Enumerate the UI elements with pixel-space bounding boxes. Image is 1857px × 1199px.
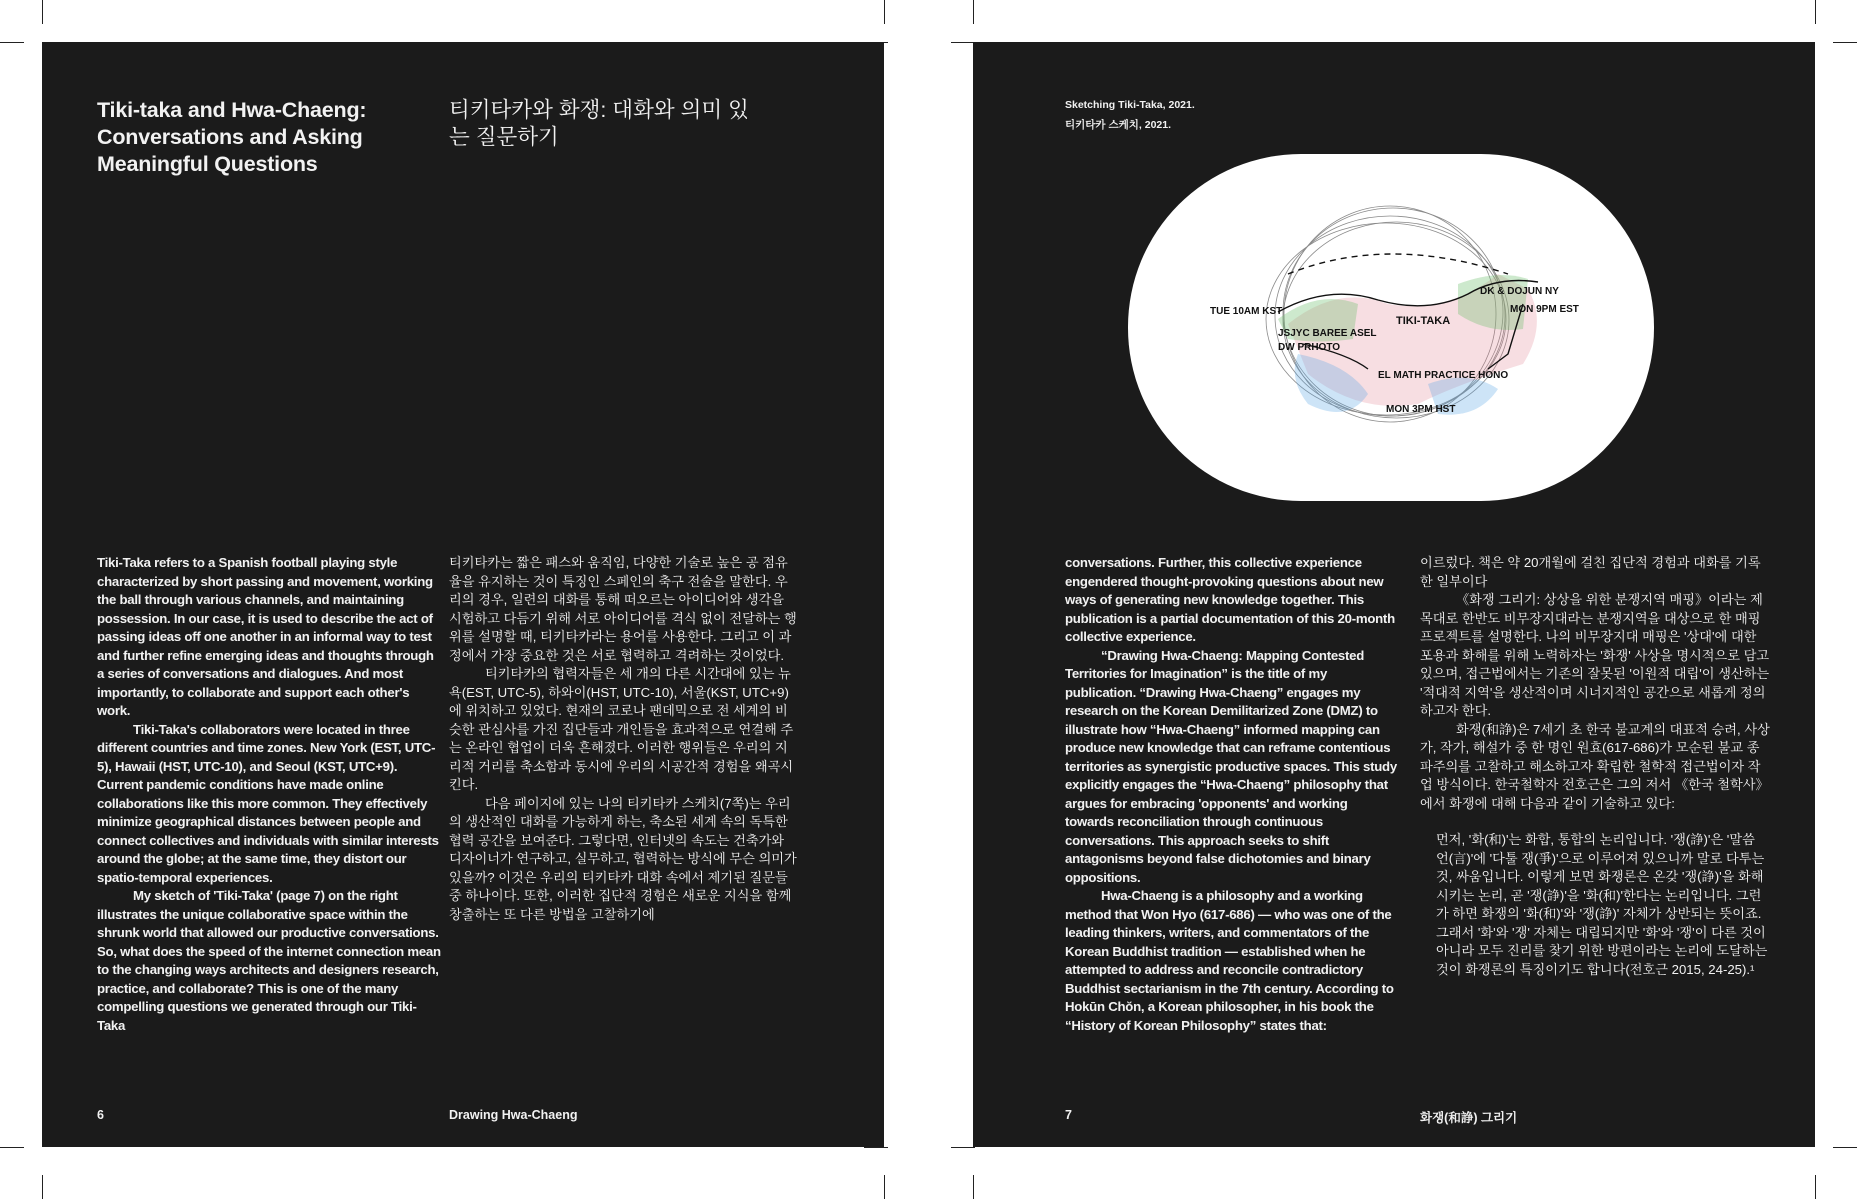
paragraph: 화쟁(和諍)은 7세기 초 한국 불교계의 대표적 승려, 사상가, 작가, 해설가 중 한 명인 원효(617-686)가 모순된 불교 종파주의를 고찰하고 해소하고자 확립한 철학적 접근법이자 작업 방식이다. 한국철학자 전호근은 그의 저서 《한국 철학사》에서 화쟁에 대해 다음과 같이 기술하고 있다:	[1420, 721, 1770, 811]
crop-mark	[42, 0, 43, 24]
crop-mark	[973, 0, 974, 24]
crop-mark	[42, 1175, 43, 1199]
paragraph: 이르렀다. 책은 약 20개월에 걸친 집단적 경험과 대화를 기록한 일부이다	[1420, 555, 1761, 589]
crop-mark	[884, 1175, 885, 1199]
crop-mark	[1833, 42, 1857, 43]
left-page	[42, 42, 884, 1147]
sketch-label-center: TIKI-TAKA	[1396, 315, 1451, 327]
page-number: 6	[97, 1108, 104, 1122]
paragraph: “Drawing Hwa-Chaeng: Mapping Contested Territories for Imagination” is the title of my publication. “Drawing Hwa-Chaeng” engages my research on the Korean Demilitarized Zone (DMZ) to illustrate how “Hwa-Chaeng” informed mapping can produce new knowledge that can reframe contentious territories as synergistic productive spaces. This study explicitly engages the “Hwa-Chaeng” philosophy that argues for embracing 'opponents' and working towards reconciliation through continuous conversations. This approach seeks to shift antagonisms beyond false dichotomies and binary oppositions.	[1065, 647, 1397, 885]
crop-mark	[973, 1175, 974, 1199]
sketch-label-est: MON 9PM EST	[1510, 304, 1579, 315]
body-column-korean	[1420, 554, 1770, 979]
sketch-label-hi: EL MATH PRACTICE HONO	[1378, 370, 1509, 381]
block-quote: 먼저, '화(和)'는 화합, 통합의 논리입니다. '쟁(諍)'은 '말씀 언(言)'에 '다툴 쟁(爭)'으로 이루어져 있으니까 말로 다투는 것, 싸움입니다. 이렇게 보면 화쟁론은 온갖 '쟁(諍)'을 화해시키는 논리, 곧 '쟁(諍)'을 '화(和)'한다는 논리입니다. 그런가 하면 화쟁의 '화(和)'와 '쟁(諍)' 자체가 상반되는 뜻이죠. 그래서 '화'와 '쟁' 자체는 대립되지만 '화'와 '쟁'이 다른 것이 아니라 모두 진리를 찾기 위한 방편이라는 논리에 도달하는 것이 화쟁론의 특징이기도 합니다(전호근 2015, 24-25).¹	[1436, 832, 1768, 977]
paragraph: Tiki-Taka refers to a Spanish football playing style characterized by short passing and movement, working the ball through various channels, and maintaining possession. In our case, it is used to describe the act of passing ideas off one another in an informal way to test and further refine emerging ideas and thoughts through a series of conversations and dialogues. And most importantly, to collaborate and support each other's work.	[97, 555, 434, 718]
sketch-label-hst: MON 3PM HST	[1386, 404, 1456, 415]
title-korean: 티키타카와 화쟁: 대화와 의미 있는 질문하기	[449, 98, 749, 149]
page-number: 7	[1065, 1108, 1072, 1122]
paragraph: conversations. Further, this collective experience engendered thought-provoking questions about new ways of generating new knowledge together. This publication is a partial documentation of this 20-month collective experience.	[1065, 555, 1395, 644]
body-column-english	[1065, 554, 1398, 1035]
crop-mark	[0, 1147, 24, 1148]
caption-english: Sketching Tiki-Taka, 2021.	[1065, 99, 1195, 111]
figure-caption	[1065, 98, 1205, 138]
crop-mark	[1833, 1147, 1857, 1148]
sketch-label-kst: TUE 10AM KST	[1210, 306, 1283, 317]
paragraph: 《화쟁 그리기: 상상을 위한 분쟁지역 매핑》이라는 제목대로 한반도 비무장지대라는 분쟁지역을 대상으로 한 매핑 프로젝트를 설명한다. 나의 비무장지대 매핑은 '상대'에 대한 포용과 화해를 위해 노력하자는 '화쟁' 사상을 명시적으로 담고 있으며, 접근법에서는 기존의 잘못된 '이원적 대립'이 생산하는 '적대적 지역'을 생산적이며 시너지적인 공간으로 새롭게 정의하고자 한다.	[1420, 592, 1770, 718]
crop-mark	[884, 0, 885, 24]
crop-mark	[1815, 0, 1816, 24]
caption-korean: 티키타카 스케치, 2021.	[1065, 119, 1172, 131]
running-title: 화쟁(和諍) 그리기	[1420, 1111, 1518, 1125]
title-english: Tiki-taka and Hwa-Chaeng: Conversations and Asking Meaningful Questions	[97, 98, 367, 176]
paragraph: 티키타카의 협력자들은 세 개의 다른 시간대에 있는 뉴욕(EST, UTC-5), 하와이(HST, UTC-10), 서울(KST, UTC+9)에 위치하고 있었다. 현재의 코로나 팬데믹으로 전 세계의 비슷한 관심사를 가진 집단들과 개인들을 효과적으로 연결해 주는 온라인 협업이 더욱 흔해졌다. 이러한 행위들은 우리의 지리적 거리를 축소함과 동시에 우리의 시공간적 경험을 왜곡시킨다.	[449, 666, 794, 792]
right-page	[973, 42, 1815, 1147]
crop-mark	[951, 1147, 975, 1148]
sketch-label-names-left: JSJYC BAREE ASEL	[1278, 328, 1377, 339]
paragraph: My sketch of 'Tiki-Taka' (page 7) on the right illustrates the unique collaborative space within the shrunk world that allowed our productive conversations. So, what does the speed of the internet connection mean to the changing ways architects and designers research, practice, and collaborate? This is one of the many compelling questions we generated through our Tiki-Taka	[97, 888, 441, 1033]
paragraph: Hwa-Chaeng is a philosophy and a working method that Won Hyo (617-686) — who was one of the leading thinkers, writers, and commentators of the Korean Buddhist tradition — established when he attempted to address and reconcile contradictory Buddhist sectarianism in the 7th century. According to Hokūn Chŏn, a Korean philosopher, in his book the “History of Korean Philosophy” states that:	[1065, 888, 1394, 1033]
body-column-korean	[449, 554, 799, 924]
paragraph: Tiki-Taka's collaborators were located in three different countries and time zones. New York (EST, UTC-5), Hawaii (HST, UTC-10), and Seoul (KST, UTC+9). Current pandemic conditions have made online collaborations like this more common. They effectively minimize geographical distances between people and connect collectives and individuals with similar interests around the globe; at the same time, they distort our spatio-temporal experiences.	[97, 721, 439, 885]
crop-mark	[864, 1147, 888, 1148]
sketch-label-names-right: DK & DOJUN NY	[1480, 286, 1559, 297]
crop-mark	[1815, 1175, 1816, 1199]
paragraph: 다음 페이지에 있는 나의 티키타카 스케치(7쪽)는 우리의 생산적인 대화를 가능하게 하는, 축소된 세계 속의 독특한 협력 공간을 보여준다. 그렇다면, 인터넷의 속도는 건축가와 디자이너가 연구하고, 실무하고, 협력하는 방식에 무슨 의미가 있을까? 이것은 우리의 티키타카 대화 속에서 제기된 질문들 중 하나이다. 또한, 이러한 집단적 경험은 새로운 지식을 함께 창출하는 또 다른 방법을 고찰하기에	[449, 795, 797, 922]
crop-mark	[0, 42, 24, 43]
sketch-label-names-mid: DW PRHOTO	[1278, 342, 1341, 353]
body-column-english	[97, 554, 442, 1035]
paragraph: 티키타카는 짧은 패스와 움직임, 다양한 기술로 높은 공 점유율을 유지하는 것이 특징인 스페인의 축구 전술을 말한다. 우리의 경우, 일련의 대화를 통해 떠오르는 아이디어와 생각을 시험하고 다듬기 위해 서로 아이디어를 격식 없이 전달하는 행위를 설명할 때, 티키타카라는 용어를 사용한다. 그리고 이 과정에서 가장 중요한 것은 서로 협력하고 격려하는 것이었다.	[449, 555, 797, 663]
crop-mark	[951, 42, 975, 43]
tiki-taka-sketch	[1128, 154, 1654, 501]
running-title: Drawing Hwa-Chaeng	[449, 1108, 578, 1122]
